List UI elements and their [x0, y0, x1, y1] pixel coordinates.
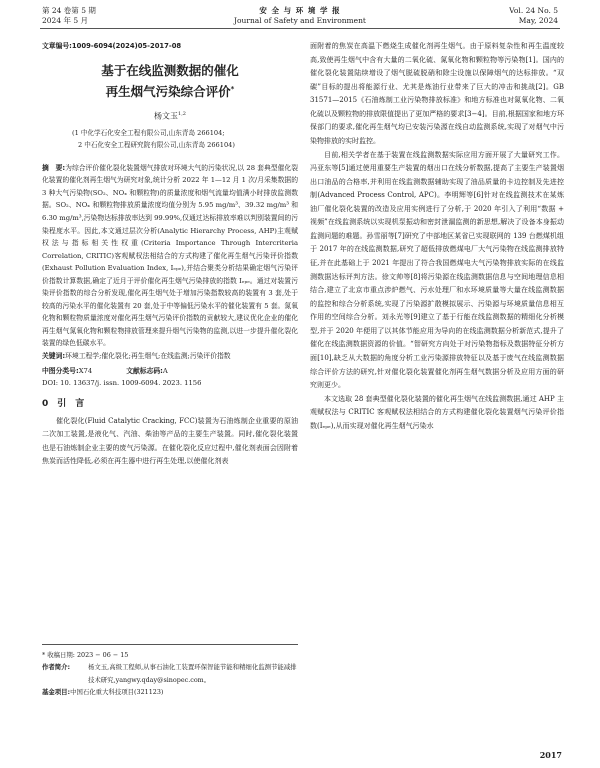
- running-header: [40, 4, 560, 29]
- keywords-label: 关键词:: [42, 352, 66, 361]
- received-date: * 收稿日期: 2023 − 06 − 15: [42, 651, 129, 659]
- abstract-label: 摘 要:: [42, 163, 66, 172]
- document-code: A: [162, 366, 168, 375]
- clc-code: X74: [78, 366, 93, 375]
- doi: DOI: 10. 13637/j. issn. 1009-6094. 2023. 1156: [42, 379, 202, 388]
- article-title: 基于在线监测数据的催化 再生烟气污染综合评价*: [101, 63, 239, 100]
- affiliations: (1 中化学石化安全工程有限公司,山东青岛 266104; 2 中石化安全工程研究院有限公司,山东青岛 266104): [72, 128, 235, 150]
- header-journal-name: 安 全 与 环 境 学 报 Journal of Safety and Environment: [234, 6, 366, 25]
- abstract: [42, 162, 298, 350]
- left-column: [42, 40, 298, 469]
- footnote: [42, 644, 298, 699]
- keywords-text: 环境工程学;催化裂化;再生烟气;在线监测;污染评价指数: [65, 352, 231, 361]
- intro-paragraph-1-cont: 面附着的焦炭在高温下燃烧生成催化剂再生烟气。由于原料复杂性和再生温度较高,致使再生烟气中含有大量的二氧化硫、氮氧化物和颗粒物等污染物[1]。国内的催化裂化装置陆续增设了烟气脱硫脱硝和除尘设施以保障烟气的达标排放。“双碳”目标的提出将能源行业、尤其是炼油行业带来了巨大的冲击和挑战[2]。GB 31571—2015《石油炼制工业污染物排放标准》和地方标准也对氮氧化物、二氧化硫以及颗粒物的排放限值提出了更加严格的要求[3−4]。目前,根据国家和地方环保部门的要求,催化再生烟气均已安装污染源在线自动监测系统,实现了对烟气中污染物排放的实时监控。: [310, 42, 564, 145]
- abstract-text: 为综合评价催化裂化装置烟气排放对环境大气的污染状况,以 28 套典型催化裂化装置的催化剂再生烟气为研究对象,统计分析 2022 年 1—12 月 1 次/月采集数据的 3 种大气污染物(SO₂、NOₓ 和颗粒物)的质量浓度和烟气流量均值满小时排放监测数据。SO₂、NOₓ 和颗粒物排放质量浓度均值分别为 5.95 mg/m³、39.32 mg/m³ 和 6.30 mg/m³,污染物达标排放率达到 99.99%,仅通过达标排放率难以判别装置间的污染程度水平。因此,本文通过层次分析(Analytic Hierarchy Process, AHP)主观赋权法与指标相关性权重(Criteria Importance Through Intercriteria Correlation, CRITIC)客观赋权法相结合的方式构建了催化再生烟气污染评价指数(Exhaust Pollution Evaluation Index, Iₑₚₑ),并结合聚类分析结果确定烟气污染评价指数计算数据,确定了近月于评价催化再生烟气污染排放的指数 Iₑₚₑ。通过对装置污染评价指数的综合分析发现,催化再生烟气处于增加污染指数较高的装置有 3 套,处于较高的污染水平的催化装置有 20 套,处于中等偏低污染水平的催化装置有 5 套。氮氧化物和颗粒物质量浓度对催化再生烟气污染评价指数的贡献较大,建议优化企业的催化再生烟气氮氧化物和颗粒物排放管理来提升烟气污染物的监测,以进一步提升催化裂化装置的绿色低碳水平。: [42, 163, 299, 348]
- section-heading-introduction: 0 引 言: [42, 398, 85, 409]
- funding: 基金项目:中国石化重大科技项目(321123): [42, 688, 164, 697]
- header-volume-info: 第 24 卷第 5 期 2024 年 5 月: [42, 6, 96, 25]
- author-bio: 作者简介: 杨文玉,高级工程师,从事石油化工装置环保智能节能和精细化监测节能减排技术研究,yangwy.qday@sinopec.com。: [42, 663, 297, 684]
- right-column: [310, 40, 564, 433]
- intro-paragraph-1: 催化裂化(Fluid Catalytic Cracking, FCC)装置为石油炼制企业重要的原油二次加工装置,是液化气、汽油、柴油等产品的主要生产装置。同时,催化裂化装置也是石油炼制企业主要的废气污染源。在催化裂化反应过程中,催化剂表面会因附着焦炭而活性降低,必须在再生器中进行再生处理,以使催化剂表: [42, 416, 298, 466]
- intro-paragraph-2: 目前,相关学者在基于装置在线监测数据实际应用方面开展了大量研究工作。冯亚东等[5]通过使用重要生产装置的烟出口在线分析数据,提高了主要生产装置烟出口油品的合格率,并利用在线监测数据辅助实现了油品质量的卡边控制及先进控制(Advanced Process Control, APC)。李明辉等[6]针对在线监测技术在某炼油厂催化裂化装置的改造及应用实例进行了分析,于 2020 年引入了利用“数据 + 视频”在线监测系统以实现机泵振动和密封泄漏监测的新思想,解决了设备本身振动监测问题的难题。孙雪丽等[7]研究了中部地区某省已实现联网的 139 台燃煤机组于 2017 年的在线监测数据,研究了超低排放燃煤电厂大气污染物在线监测排放特征,并在此基础上于 2021 年提出了符合我国燃煤电大气污染物排放实际的在线监测数据达标评判方法。徐文帅等[8]将污染源在线监测数据信息与空间地理信息相结合,建立了北京市重点涉炉燃气、污水处理厂和水环境质量等大量在线监测数据的监控和综合分析系统,实现了污染源扩散模拟展示、污染源与环境质量信息相互作用的空间综合分析。刘永光等[9]建立了基于行能在线监测数据的精细化分析模型,并于 2020 年便用了以其体节能应用为导向的在线监测数据分析新范式,提升了催化在线监测数据资源的价值。“智研究方向处于对污染物指标及数据特征分析方面[10],缺乏从大数据的角度分析工业污染源排放特征以及基于废气在线监测数据综合评价方法的研究,针对催化裂化装置催化剂再生烟气数据分析及应用方面的研究则更少。: [310, 150, 564, 390]
- page-number: 2017: [539, 750, 562, 760]
- keywords: [42, 350, 298, 363]
- header-volume-info-en: Vol. 24 No. 5 May, 2024: [509, 6, 558, 25]
- article-number: 文章编号:1009-6094(2024)05-2017-08: [42, 42, 182, 50]
- author-name: 杨文玉$^{1,2}$: [154, 111, 186, 121]
- intro-paragraph-3: 本文选取 28 套典型催化裂化装置的催化再生烟气在线监测数据,通过 AHP 主观赋权法与 CRITIC 客观赋权法相结合的方式构建催化裂化装置烟气污染评价指数(Iₑₚₑ),从而实现对催化再生烟气污染水: [310, 394, 564, 430]
- classification-line: 中图分类号: X74 文献标志码: A: [42, 365, 298, 378]
